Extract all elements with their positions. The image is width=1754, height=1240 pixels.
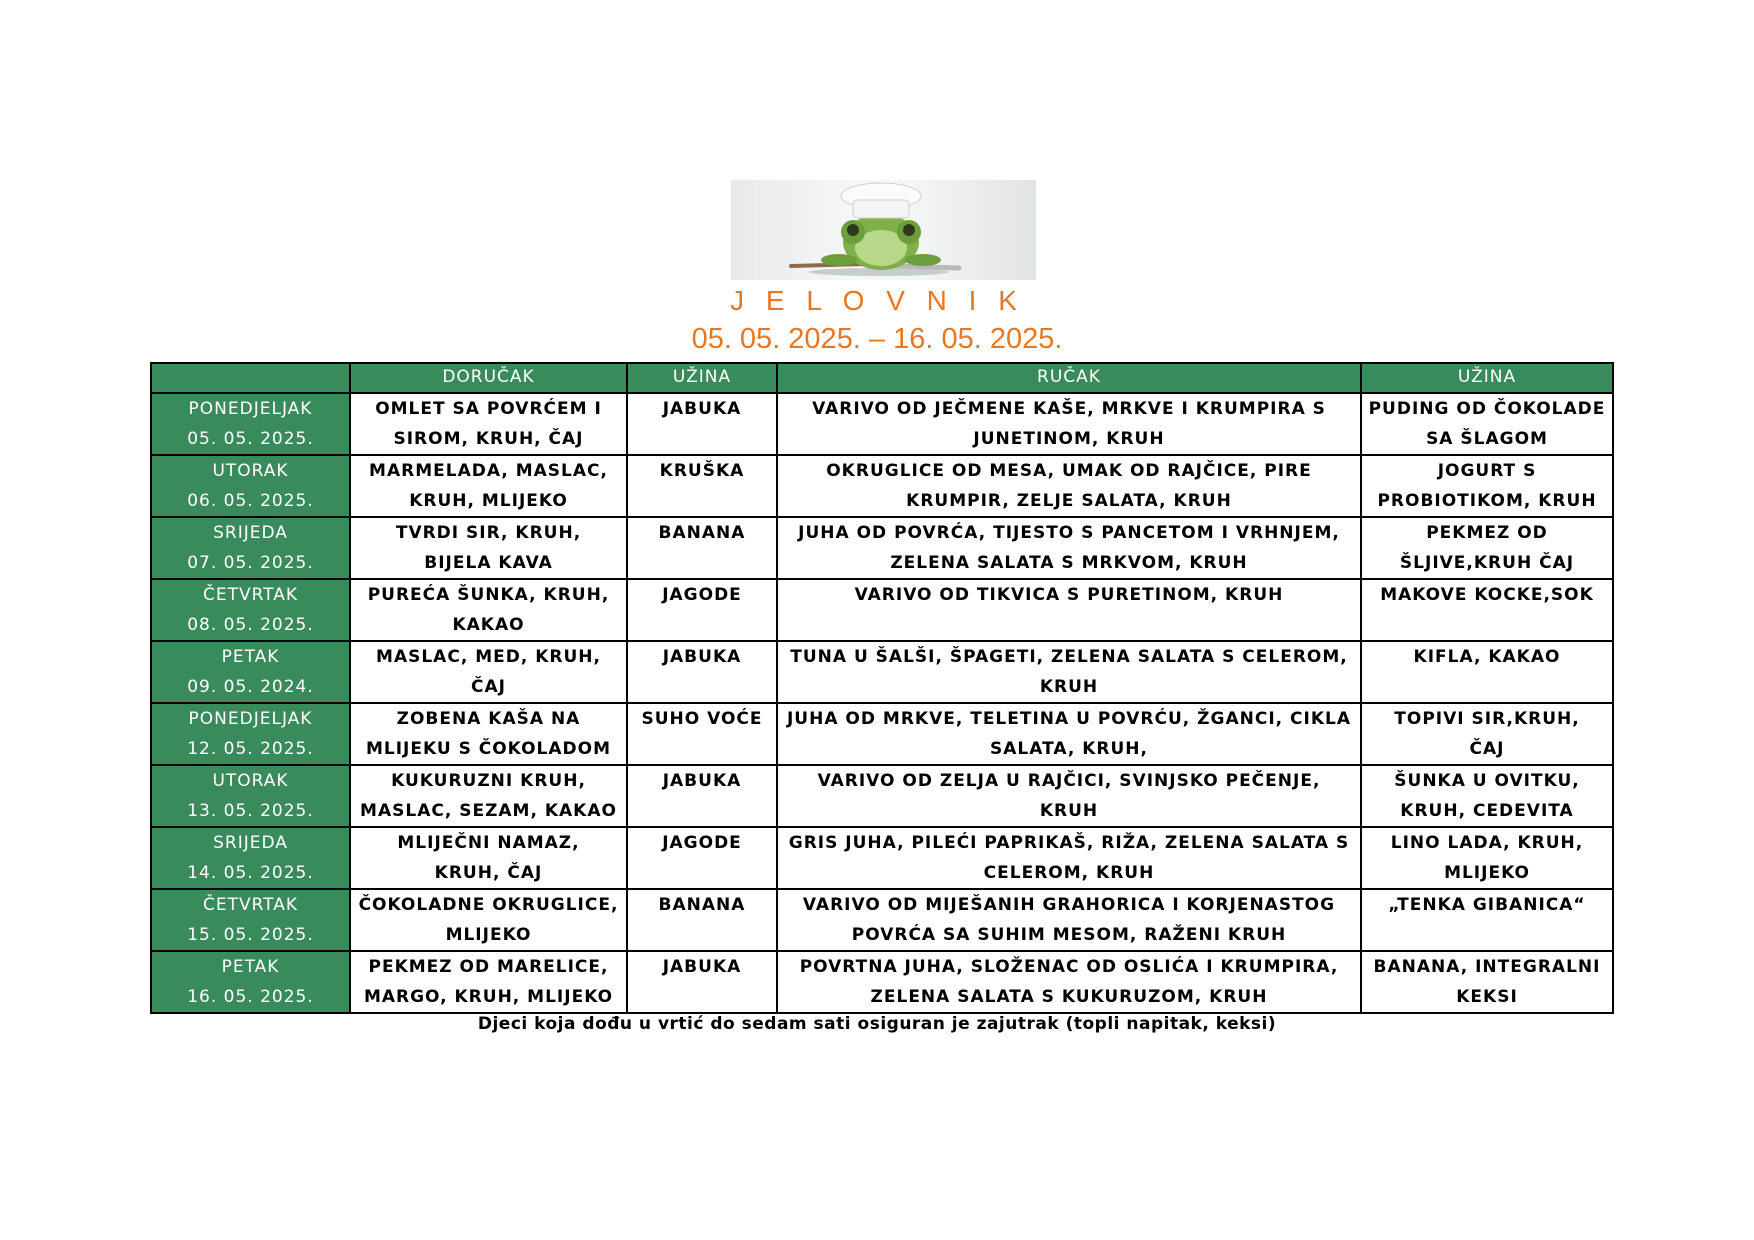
breakfast-cell [350,579,627,641]
menu-item-text: JUHA OD MRKVE, TELETINA U POVRĆU, ŽGANCI, CIKLA [786,709,1351,729]
day-date: 06. 05. 2025. [187,491,314,511]
menu-item-text: LINO LADA, KRUH, [1390,833,1584,853]
table-row [151,889,1613,951]
menu-item-text: VARIVO OD ZELJA U RAJČICI, SVINJSKO PEČENJE, [817,771,1321,791]
day-cell [151,889,350,951]
menu-item-text: ZELENA SALATA S KUKURUZOM, KRUH [870,987,1268,1007]
table-row [151,765,1613,827]
snack-cell [627,765,777,827]
breakfast-cell [350,641,627,703]
menu-item-text: PUREĆA ŠUNKA, KRUH, [367,585,610,605]
date-range: 05. 05. 2025. – 16. 05. 2025. [691,323,1063,355]
lunch-cell [777,951,1361,1013]
lunch-cell [777,703,1361,765]
menu-item-text: VARIVO OD TIKVICA S PURETINOM, KRUH [854,585,1284,605]
menu-item-text: KRUMPIR, ZELJE SALATA, KRUH [906,491,1232,511]
menu-item-text: GRIS JUHA, PILEĆI PAPRIKAŠ, RIŽA, ZELENA SALATA S [788,833,1350,853]
menu-item-text: PEKMEZ OD MARELICE, [368,957,609,977]
menu-item-text: SIROM, KRUH, ČAJ [393,429,584,449]
column-header-breakfast: DORUČAK [350,363,627,393]
snack-cell [627,579,777,641]
menu-item-text: JABUKA [662,957,742,977]
day-date: 15. 05. 2025. [187,925,314,945]
menu-item-text: ČAJ [471,677,506,697]
afternoon-snack-cell [1361,827,1613,889]
snack-cell [627,641,777,703]
day-name: PONEDJELJAK [188,399,313,419]
chef-frog-icon [731,180,1036,280]
menu-item-text: OMLET SA POVRĆEM I [375,399,602,419]
lunch-cell [777,641,1361,703]
table-row [151,393,1613,455]
menu-item-text: PUDING OD ČOKOLADE [1368,399,1606,419]
menu-item-text: VARIVO OD JEČMENE KAŠE, MRKVE I KRUMPIRA S [812,399,1326,419]
snack-cell [627,951,777,1013]
menu-item-text: MLIJEČNI NAMAZ, [397,833,580,853]
menu-item-text: SA ŠLAGOM [1426,429,1548,449]
day-name: SRIJEDA [213,523,288,543]
day-cell [151,951,350,1013]
day-date: 09. 05. 2024. [187,677,314,697]
menu-title: J E L O V N I K [730,285,1024,316]
menu-item-text: BANANA, INTEGRALNI [1373,957,1601,977]
menu-item-text: JAGODE [662,585,742,605]
day-cell [151,393,350,455]
menu-item-text: JABUKA [662,399,742,419]
snack-cell [627,889,777,951]
menu-item-text: MAKOVE KOCKE,SOK [1380,585,1594,605]
menu-item-text: POVRĆA SA SUHIM MESOM, RAŽENI KRUH [851,925,1287,945]
lunch-cell [777,889,1361,951]
table-row [151,641,1613,703]
menu-item-text: ŠLJIVE,KRUH ČAJ [1399,553,1575,573]
menu-item-text: KRUH [1039,677,1099,697]
menu-item-text: BIJELA KAVA [424,553,553,573]
menu-item-text: ČAJ [1469,739,1505,759]
snack-cell [627,455,777,517]
menu-item-text: MASLAC, SEZAM, KAKAO [360,801,617,821]
day-date: 13. 05. 2025. [187,801,314,821]
menu-item-text: JAGODE [662,833,742,853]
day-name: ČETVRTAK [202,585,299,605]
lunch-cell [777,455,1361,517]
afternoon-snack-cell [1361,951,1613,1013]
menu-item-text: PEKMEZ OD [1426,523,1548,543]
afternoon-snack-cell [1361,703,1613,765]
day-cell [151,517,350,579]
menu-item-text: MLIJEKU S ČOKOLADOM [365,739,612,759]
breakfast-cell [350,517,627,579]
afternoon-snack-cell [1361,889,1613,951]
menu-item-text: KRUH [1039,801,1099,821]
menu-item-text: JUHA OD POVRĆA, TIJESTO S PANCETOM I VRHNJEM, [798,523,1340,543]
table-row [151,951,1613,1013]
afternoon-snack-cell [1361,579,1613,641]
menu-item-text: ČOKOLADNE OKRUGLICE, [358,895,619,915]
day-date: 14. 05. 2025. [187,863,314,883]
day-date: 07. 05. 2025. [187,553,314,573]
column-header-lunch: RUČAK [777,363,1361,393]
menu-item-text: KIFLA, KAKAO [1413,647,1561,667]
menu-item-text: TUNA U ŠALŠI, ŠPAGETI, ZELENA SALATA S CELEROM, [790,647,1348,667]
breakfast-cell [350,951,627,1013]
lunch-cell [777,827,1361,889]
menu-item-text: BANANA [658,895,746,915]
day-cell [151,703,350,765]
menu-item-text: JABUKA [662,647,742,667]
menu-item-text: KUKURUZNI KRUH, [391,771,586,791]
day-cell [151,827,350,889]
menu-item-text: ZELENA SALATA S MRKVOM, KRUH [890,553,1248,573]
table-row [151,455,1613,517]
day-name: UTORAK [212,461,289,481]
menu-item-text: KRUH, MLIJEKO [409,491,568,511]
snack-cell [627,393,777,455]
menu-item-text: JABUKA [662,771,742,791]
menu-item-text: KRUH, CEDEVITA [1400,801,1574,821]
menu-item-text: JOGURT S [1437,461,1537,481]
lunch-cell [777,517,1361,579]
afternoon-snack-cell [1361,393,1613,455]
column-header-day [151,363,350,393]
menu-item-text: TVRDI SIR, KRUH, [395,523,582,543]
day-name: SRIJEDA [213,833,288,853]
lunch-cell [777,765,1361,827]
lunch-cell [777,579,1361,641]
table-row [151,579,1613,641]
breakfast-cell [350,765,627,827]
day-name: PONEDJELJAK [188,709,313,729]
day-date: 05. 05. 2025. [187,429,314,449]
day-cell [151,641,350,703]
column-header-afternoon-snack: UŽINA [1361,363,1613,393]
menu-item-text: BANANA [658,523,746,543]
menu-item-text: KRUŠKA [659,461,745,481]
day-name: ČETVRTAK [202,895,299,915]
afternoon-snack-cell [1361,517,1613,579]
afternoon-snack-cell [1361,765,1613,827]
day-cell [151,765,350,827]
menu-item-text: SALATA, KRUH, [990,739,1148,759]
day-name: PETAK [221,647,280,667]
afternoon-snack-cell [1361,455,1613,517]
menu-item-text: KAKAO [452,615,525,635]
day-name: PETAK [221,957,280,977]
snack-cell [627,827,777,889]
menu-item-text: ŠUNKA U OVITKU, [1394,771,1580,791]
menu-item-text: MARMELADA, MASLAC, [369,461,608,481]
menu-item-text: MASLAC, MED, KRUH, [376,647,601,667]
day-date: 08. 05. 2025. [187,615,314,635]
menu-item-text: MLIJEKO [445,925,532,945]
menu-table-body [151,393,1613,1013]
column-header-snack: UŽINA [627,363,777,393]
snack-cell [627,517,777,579]
breakfast-cell [350,393,627,455]
menu-item-text: „TENKA GIBANICA“ [1388,895,1586,915]
day-cell [151,455,350,517]
breakfast-cell [350,889,627,951]
menu-item-text: JUNETINOM, KRUH [973,429,1165,449]
menu-item-text: VARIVO OD MIJEŠANIH GRAHORICA I KORJENASTOG [802,895,1336,915]
menu-item-text: TOPIVI SIR,KRUH, [1394,709,1580,729]
menu-item-text: MLIJEKO [1444,863,1530,883]
day-name: UTORAK [212,771,289,791]
menu-item-text: KEKSI [1456,987,1518,1007]
breakfast-cell [350,455,627,517]
menu-item-text: CELEROM, KRUH [983,863,1155,883]
day-cell [151,579,350,641]
table-row [151,517,1613,579]
menu-item-text: ZOBENA KAŠA NA [396,709,581,729]
menu-item-text: PROBIOTIKOM, KRUH [1377,491,1597,511]
lunch-cell [777,393,1361,455]
menu-item-text: OKRUGLICE OD MESA, UMAK OD RAJČICE, PIRE [826,461,1312,481]
table-row [151,827,1613,889]
menu-item-text: MARGO, KRUH, MLIJEKO [363,987,614,1007]
day-date: 12. 05. 2025. [187,739,314,759]
day-date: 16. 05. 2025. [187,987,314,1007]
table-row [151,703,1613,765]
breakfast-cell [350,703,627,765]
table-header-row [151,363,1613,393]
footnote: Djeci koja dođu u vrtić do sedam sati osiguran je zajutrak (topli napitak, keksi) [477,1014,1277,1034]
menu-item-text: KRUH, ČAJ [434,863,543,883]
chef-frog-logo [731,180,1036,280]
menu-item-text: POVRTNA JUHA, SLOŽENAC OD OSLIĆA I KRUMPIRA, [799,957,1339,977]
menu-item-text: SUHO VOĆE [641,709,763,729]
menu-table [150,362,1614,1014]
breakfast-cell [350,827,627,889]
afternoon-snack-cell [1361,641,1613,703]
snack-cell [627,703,777,765]
